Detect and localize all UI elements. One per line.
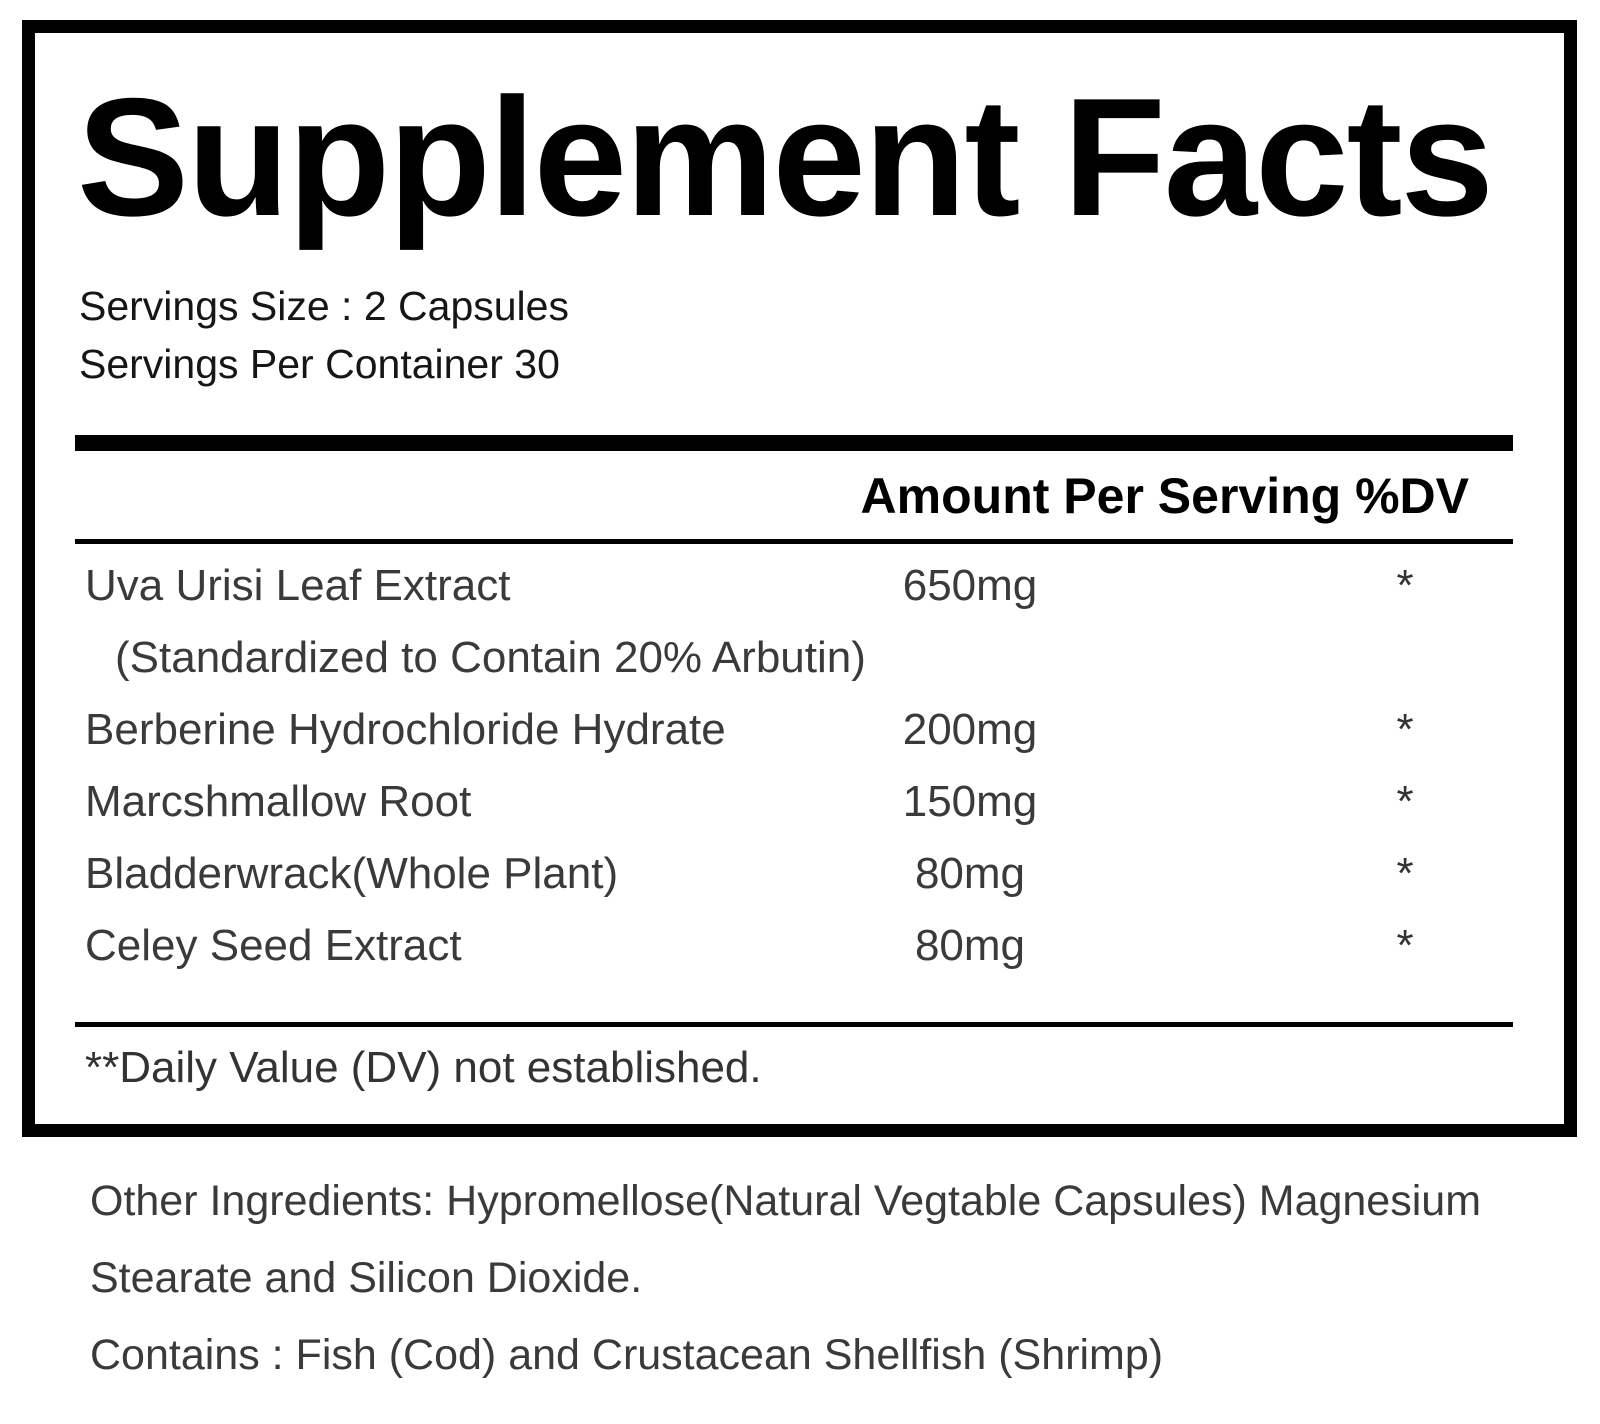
ingredient-note-row [75, 622, 1513, 694]
panel-title: Supplement Facts [77, 63, 1492, 251]
ingredient-amount: 150mg [902, 777, 1038, 826]
ingredient-rows [75, 550, 1513, 982]
ingredient-amount: 80mg [914, 849, 1026, 898]
ingredient-name: Celey Seed Extract [85, 921, 462, 970]
ingredient-dv: * [1396, 561, 1414, 610]
ingredient-dv: * [1396, 921, 1414, 970]
other-ingredients-line-1: Other Ingredients: Hypromellose(Natural Vegtable Capsules) Magnesium [90, 1177, 1482, 1225]
facts-table [75, 435, 1513, 1093]
column-header: Amount Per Serving %DV [860, 468, 1469, 524]
ingredient-row [75, 694, 1513, 766]
ingredient-dv: * [1396, 849, 1414, 898]
ingredient-name: Bladderwrack(Whole Plant) [85, 849, 619, 898]
allergen-contains-line: Contains : Fish (Cod) and Crustacean Shellfish (Shrimp) [90, 1331, 1164, 1379]
divider-line-bottom [75, 1022, 1513, 1027]
supplement-facts-panel [22, 20, 1577, 1137]
divider-line-top [75, 539, 1513, 544]
ingredient-dv: * [1396, 705, 1414, 754]
ingredient-row [75, 910, 1513, 982]
ingredient-name: Berberine Hydrochloride Hydrate [85, 705, 726, 754]
other-ingredients-section [90, 1163, 1481, 1394]
dv-footnote: **Daily Value (DV) not established. [85, 1043, 762, 1092]
ingredient-name: Uva Urisi Leaf Extract [85, 561, 511, 610]
ingredient-name: Marcshmallow Root [85, 777, 472, 826]
ingredient-dv: * [1396, 777, 1414, 826]
ingredient-row [75, 550, 1513, 622]
ingredient-amount: 200mg [902, 705, 1038, 754]
servings-per-container-line: Servings Per Container 30 [79, 341, 560, 387]
ingredient-note-text: (Standardized to Contain 20% Arbutin) [115, 633, 866, 682]
serving-info [79, 277, 1564, 393]
other-ingredients-line-2: Stearate and Silicon Dioxide. [90, 1254, 643, 1302]
ingredient-row [75, 838, 1513, 910]
divider-thick-bar [75, 435, 1513, 451]
ingredient-amount: 650mg [902, 561, 1038, 610]
serving-size-line: Servings Size : 2 Capsules [79, 283, 569, 329]
ingredient-row [75, 766, 1513, 838]
ingredient-amount: 80mg [914, 921, 1026, 970]
